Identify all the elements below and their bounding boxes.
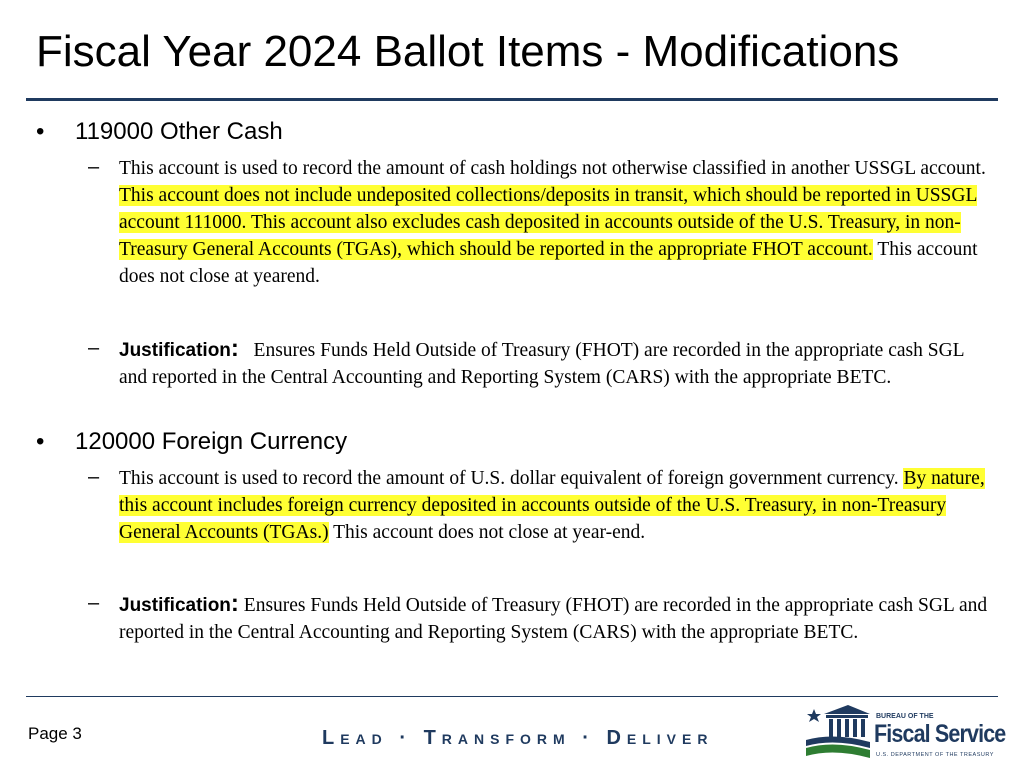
description-text: This account is used to record the amount of U.S. dollar equivalent of foreign government currency.	[119, 468, 904, 489]
tagline-lead-cap: L	[322, 727, 341, 749]
logo-main-text: Fiscal Service	[874, 720, 1006, 748]
tagline-deliver-cap: D	[606, 727, 627, 749]
description-text-after: This account does not close at year-end.	[328, 522, 646, 543]
item-heading-foreign-currency: 120000 Foreign Currency	[75, 428, 348, 455]
tagline-separator: ·	[387, 727, 424, 749]
tagline-deliver-rest: ELIVER	[626, 731, 714, 747]
item-heading-other-cash: 119000 Other Cash	[75, 118, 283, 145]
logo-top-text: BUREAU OF THE	[876, 713, 934, 720]
description-text: This account is used to record the amount of cash holdings not otherwise classified in another USSGL account.	[119, 158, 986, 179]
justification-colon: :	[230, 335, 239, 362]
justification-label: Justification	[119, 340, 231, 361]
footer-divider	[26, 696, 998, 697]
dash-marker: –	[88, 337, 100, 359]
bullet-marker: •	[36, 118, 45, 145]
description-other-cash	[119, 155, 989, 290]
dash-marker: –	[88, 592, 100, 614]
treasury-building-icon	[804, 702, 874, 762]
justification-foreign-currency	[119, 590, 989, 646]
description-foreign-currency	[119, 465, 989, 546]
description-text-after: This account does not close at yearend.	[119, 239, 978, 287]
justification-text: Ensures Funds Held Outside of Treasury (FHOT) are recorded in the appropriate cash SGL and reported in the Central Accounting and Reporting System (CARS) with the appropriate BETC.	[119, 340, 964, 388]
bullet-marker: •	[36, 428, 45, 455]
tagline-separator: ·	[570, 727, 607, 749]
slide-title: Fiscal Year 2024 Ballot Items - Modifications	[36, 27, 900, 76]
justification-label: Justification	[119, 595, 231, 616]
tagline-transform-rest: RANSFORM	[441, 731, 571, 747]
tagline	[322, 727, 713, 750]
dash-marker: –	[88, 466, 100, 488]
highlighted-text: By nature, this account includes foreign currency deposited in accounts outside of the U.S. Treasury, in non-Treasury General Accounts (TGAs.)	[119, 468, 985, 543]
tagline-transform-cap: T	[423, 727, 442, 749]
page-number: Page 3	[28, 724, 82, 743]
justification-text: Ensures Funds Held Outside of Treasury (FHOT) are recorded in the appropriate cash SGL and reported in the Central Accounting and Reporting System (CARS) with the appropriate BETC.	[119, 595, 988, 643]
highlighted-text: This account does not include undeposited collections/deposits in transit, which should be reported in USSGL account 111000. This account also excludes cash deposited in accounts outside of the U.S. Treasury, in non-Treasury General Accounts (TGAs), which should be reported in the appropriate FHOT account.	[119, 185, 978, 260]
dash-marker: –	[88, 156, 100, 178]
logo-sub-text: U.S. DEPARTMENT OF THE TREASURY	[876, 752, 994, 758]
justification-other-cash	[119, 335, 989, 391]
fiscal-service-logo	[804, 702, 1006, 762]
tagline-lead-rest: EAD	[340, 731, 388, 747]
title-divider	[26, 98, 998, 101]
justification-colon: :	[230, 590, 239, 617]
